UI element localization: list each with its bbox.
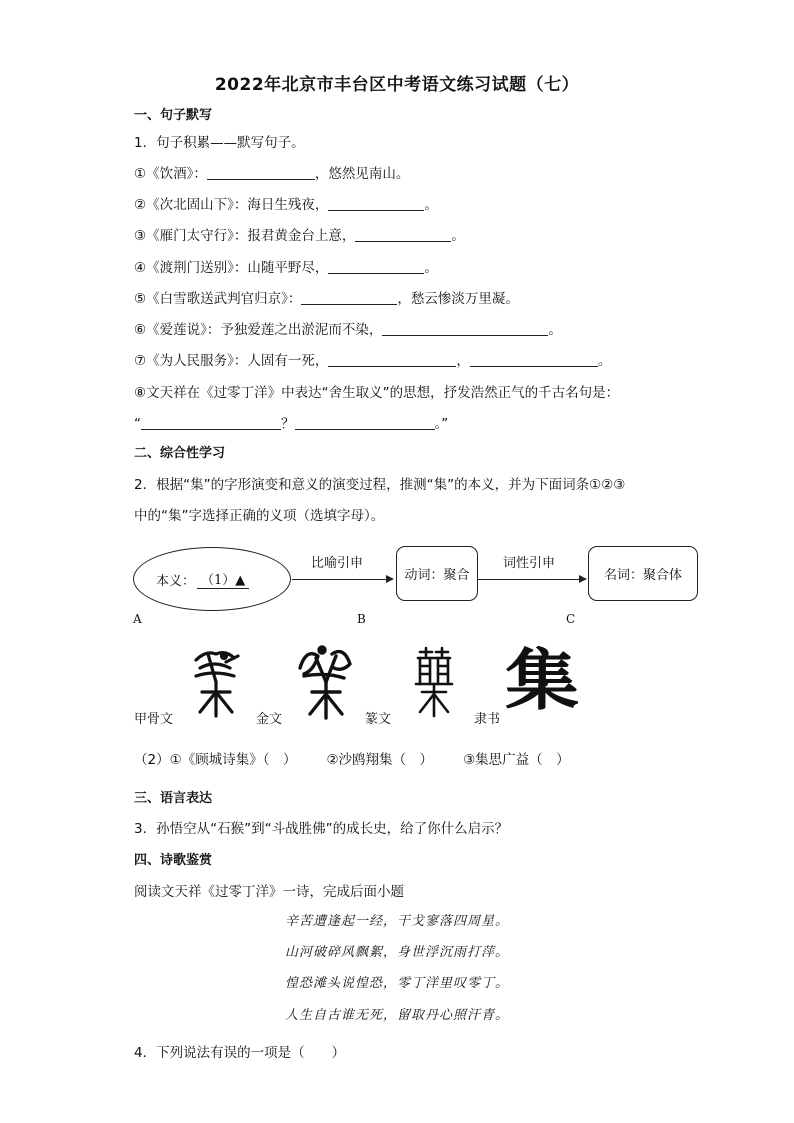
- item-2-suffix: 。: [424, 197, 438, 213]
- node-letter-c: C: [566, 612, 576, 626]
- script-label-bronze: 金文: [256, 712, 283, 727]
- question-2-line1: 2．根据“集”的字形演变和意义的演变过程，推测“集”的本义，并为下面词条①②③: [134, 477, 626, 493]
- item-3: [134, 224, 465, 244]
- item-2-prefix: ②《次北固山下》：海日生残夜，: [134, 197, 329, 213]
- item-4-prefix: ④《渡荆门送别》：山随平野尽，: [134, 260, 329, 276]
- node-letter-b: B: [357, 612, 366, 626]
- poem-line-2: 山河破碎风飘絮，身世浮沉雨打萍。: [284, 945, 509, 960]
- script-label-clerical: 隶书: [474, 712, 501, 727]
- item-4-suffix: 。: [424, 260, 438, 276]
- answer-blank[interactable]: [295, 415, 435, 430]
- item-3-suffix: 。: [451, 228, 465, 244]
- answer-blank[interactable]: [141, 415, 281, 430]
- question-4: 4．下列说法有误的一项是（ ）: [134, 1045, 346, 1061]
- item-8-question-mark: ？: [281, 416, 295, 432]
- question-3: 3．孙悟空从“石猴”到“斗战胜佛”的成长史，给了你什么启示？: [134, 821, 509, 837]
- arrow-1-line: [292, 579, 386, 580]
- item-1-suffix: ，悠然见南山。: [314, 166, 410, 182]
- item-6-prefix: ⑥《爱莲说》：予独爱莲之出淤泥而不染，: [134, 322, 383, 338]
- arrow-2-label: 词性引申: [503, 556, 556, 571]
- script-label-oracle: 甲骨文: [134, 712, 174, 727]
- page-title: 2022年北京市丰台区中考语文练习试题（七）: [214, 75, 580, 95]
- item-8-close: 。”: [434, 416, 449, 432]
- item-8-line1: ⑧文天祥在《过零丁洋》中表达“舍生取义”的思想，抒发浩然正气的千古名句是：: [134, 385, 620, 401]
- item-5: [134, 287, 519, 307]
- origin-blank[interactable]: （1）▲: [197, 569, 249, 589]
- section1-heading: 一、句子默写: [134, 108, 213, 123]
- section4-heading: 四、诗歌鉴赏: [134, 853, 213, 868]
- item-3-prefix: ③《雁门太守行》：报君黄金台上意，: [134, 228, 356, 244]
- seal-script-glyph: [412, 644, 456, 718]
- question-1: 1．句子积累——默写句子。: [134, 135, 305, 151]
- answer-blank[interactable]: [207, 165, 315, 180]
- poem-intro: 阅读文天祥《过零丁洋》一诗，完成后面小题: [134, 884, 404, 900]
- answer-blank[interactable]: [470, 352, 598, 367]
- noun-meaning-node: 名词：聚合体: [588, 546, 698, 601]
- script-label-seal: 篆文: [365, 712, 392, 727]
- arrow-1-head: [386, 575, 394, 583]
- answer-blank[interactable]: [328, 352, 456, 367]
- section2-heading: 二、综合性学习: [134, 446, 226, 461]
- poem-line-4: 人生自古谁无死，留取丹心照汗青。: [284, 1008, 509, 1023]
- arrow-2-head: [579, 575, 587, 583]
- answer-blank[interactable]: [355, 227, 451, 242]
- answer-blank[interactable]: [301, 290, 397, 305]
- question-2-line2: 中的“集”字选择正确的义项（选填字母）。: [134, 508, 385, 524]
- origin-label: 本义：: [156, 573, 196, 589]
- item-5-prefix: ⑤《白雪歌送武判官归京》：: [134, 291, 302, 307]
- item-7-suffix: 。: [597, 353, 612, 369]
- answer-blank[interactable]: [328, 259, 424, 274]
- option-1[interactable]: （2）①《顾城诗集》（ ）: [134, 752, 297, 768]
- oracle-bone-glyph: [186, 646, 246, 718]
- option-2[interactable]: ②沙鸥翔集（ ）: [326, 752, 434, 768]
- sub-question-2-options: [134, 748, 570, 768]
- node-letter-a: A: [133, 612, 142, 626]
- origin-meaning-node: [133, 547, 291, 611]
- item-7-prefix: ⑦《为人民服务》：人固有一死，: [134, 353, 329, 369]
- answer-blank[interactable]: [328, 196, 424, 211]
- bronze-script-glyph: [292, 642, 356, 720]
- item-8-open-quote: “: [134, 416, 141, 432]
- answer-blank[interactable]: [382, 321, 548, 336]
- item-8-line2: [134, 412, 448, 432]
- item-6: [134, 318, 562, 338]
- poem-line-1: 辛苦遭逢起一经，干戈寥落四周星。: [284, 914, 509, 929]
- item-1: [134, 162, 409, 182]
- item-4: [134, 256, 438, 276]
- poem-line-3: 惶恐滩头说惶恐，零丁洋里叹零丁。: [284, 976, 509, 991]
- meaning-evolution-diagram: [130, 540, 710, 650]
- arrow-1-label: 比喻引申: [311, 556, 364, 571]
- item-1-prefix: ①《饮酒》：: [134, 166, 207, 182]
- item-2: [134, 193, 438, 213]
- clerical-script-glyph: 集: [505, 641, 579, 719]
- verb-meaning-node: 动词：聚合: [396, 546, 478, 601]
- arrow-2-line: [478, 579, 579, 580]
- option-3[interactable]: ③集思广益（ ）: [463, 752, 570, 768]
- item-7-comma: ，: [456, 353, 470, 369]
- item-6-suffix: 。: [548, 322, 562, 338]
- section3-heading: 三、语言表达: [134, 791, 213, 806]
- item-7: [134, 349, 611, 369]
- item-5-suffix: ，愁云惨淡万里凝。: [397, 291, 519, 307]
